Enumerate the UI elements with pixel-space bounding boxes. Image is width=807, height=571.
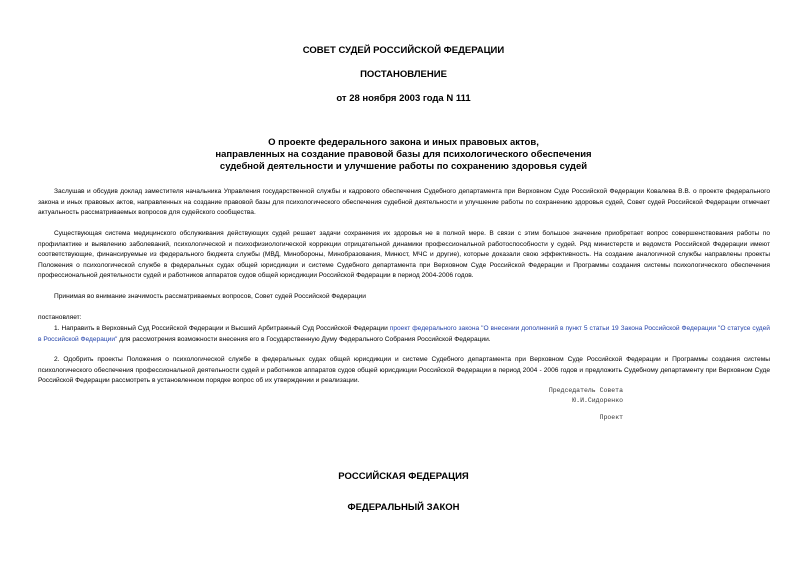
- signature-name: Ю.И.Сидоренко: [572, 396, 623, 404]
- signature-block: [500, 386, 623, 405]
- paragraph-preamble: Заслушав и обсудив доклад заместителя начальника Управления государственной службы и кадрового обеспечения Судебного департамента при Верховном Суде Российской Федерации Ковалева В.В. о проекте федерального закона и иных правовых актов, направленных на создание правовой базы для психологического обеспечения судебной деятельности и улучшение работы по сохранению здоровья судей, Совет судей Российской Федерации отмечает актуальность рассматриваемых вопросов для судейского сообщества.: [38, 188, 770, 217]
- country-heading: РОССИЙСКАЯ ФЕДЕРАЦИЯ: [338, 471, 469, 482]
- item-1-text-before: 1. Направить в Верховный Суд Российской Федерации и Высший Арбитражный Суд Российской Федерации: [54, 325, 390, 332]
- document-subject: [0, 137, 807, 173]
- paragraph-considering: Принимая во внимание значимость рассматриваемых вопросов, Совет судей Российской Федерации: [54, 293, 366, 300]
- draft-law-link[interactable]: проект федерального закона "О внесении дополнений в пункт 5 статьи 19 Закона Российской Федерации "О статусе судей в Российской Федерации": [38, 325, 770, 343]
- paragraph-item-1: [38, 324, 770, 345]
- date-number-heading: от 28 ноября 2003 года N 111: [336, 93, 471, 104]
- paragraph-medical-system: Существующая система медицинского обслуживания действующих судей решает задачи сохранения их здоровья не в полной мере. В связи с этим большое значение приобретает вопрос совершенствования работы по профилактике и выявлению заболеваний, психологической и психофизиологической коррекции отрицательной динамики профессиональной работоспособности у судей. Ряд министерств и ведомств Российской Федерации имеют соответствующие, финансируемые из федерального бюджета службы (МВД, Минобороны, Минобразования, Минюст, МЧС и другие), которые доказали свою эффективность. На создание аналогичной службы направлены проекты Положения о психологической службе в федеральных судах общей юрисдикции и системе Судебного департамента при Верховном Суде Российской Федерации и Программы создания системы психологического обеспечения профессиональной деятельности судей и работников аппаратов судов общей юрисдикции Российской Федерации в период 2004-2006 годов.: [38, 230, 770, 280]
- signature-title: Председатель Совета: [548, 387, 623, 394]
- law-type-heading: ФЕДЕРАЛЬНЫЙ ЗАКОН: [347, 502, 460, 513]
- organization-heading: СОВЕТ СУДЕЙ РОССИЙСКОЙ ФЕДЕРАЦИИ: [302, 45, 505, 56]
- document-type-heading: ПОСТАНОВЛЕНИЕ: [360, 69, 447, 80]
- subject-line-2: направленных на создание правовой базы для психологического обеспечения: [215, 149, 592, 160]
- paragraph-resolves: постановляет:: [38, 314, 82, 321]
- subject-line-3: судебной деятельности и улучшение работы по сохранению здоровья судей: [219, 161, 588, 172]
- paragraph-item-2: 2. Одобрить проекты Положения о психологической службе в федеральных судах общей юрисдикции и системе Судебного департамента при Верховном Суде Российской Федерации и Программы создания системы психологического обеспечения профессиональной деятельности судей и работников аппаратов судов общей юрисдикции Российской Федерации в период 2004 - 2006 годов и предложить Судебному департаменту при Верховном Суде Российской Федерации рассмотреть в установленном порядке вопрос об их утверждении и реализации.: [38, 356, 770, 385]
- subject-line-1: О проекте федерального закона и иных правовых актов,: [268, 137, 539, 148]
- item-1-text-after: для рассмотрения возможности внесения его в Государственную Думу Федерального Собрания Российской Федерации.: [117, 335, 491, 343]
- draft-label: Проект: [599, 414, 623, 421]
